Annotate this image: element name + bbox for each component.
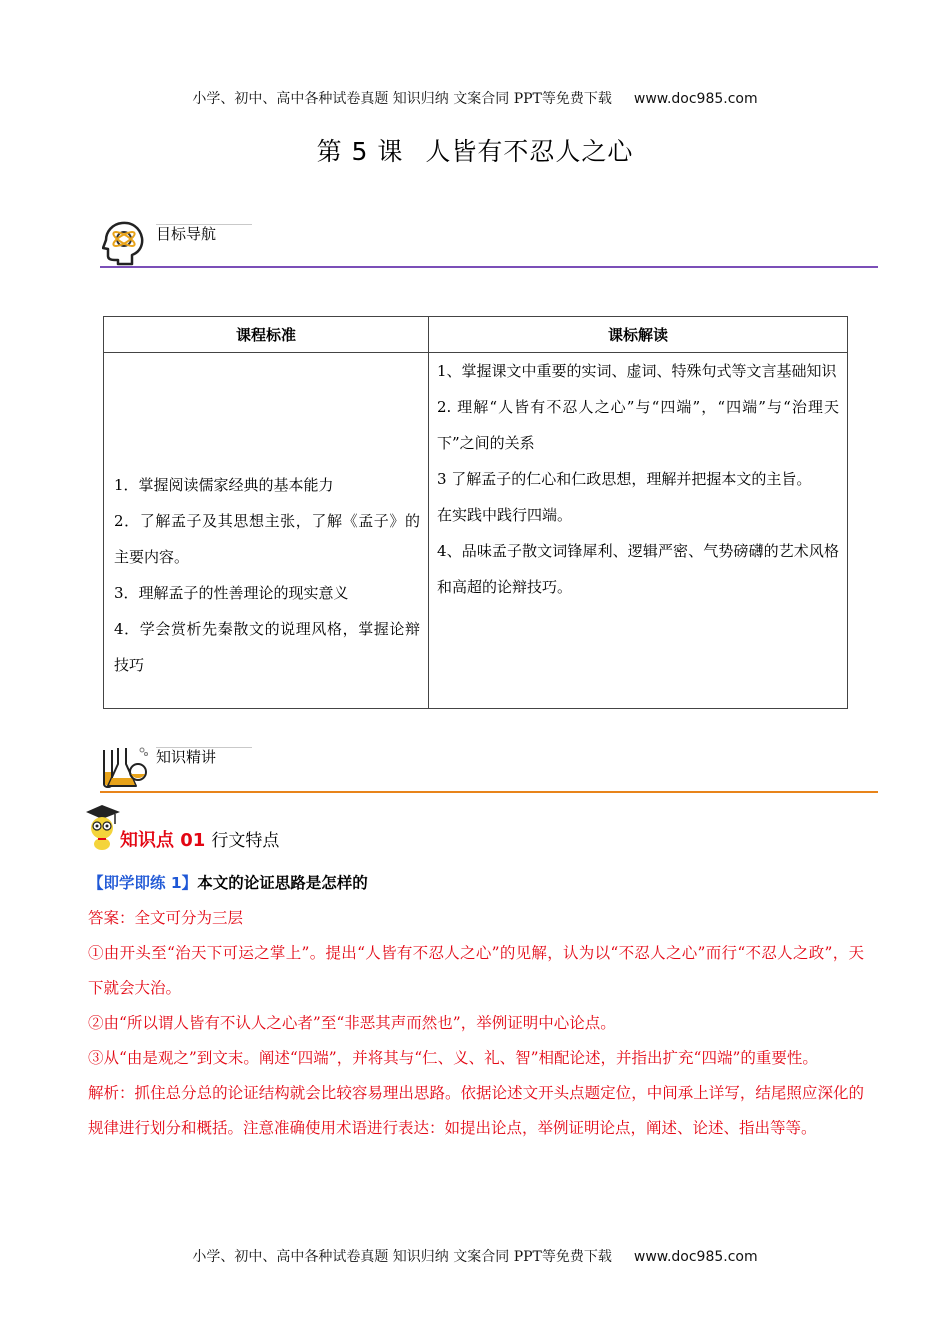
knowledge-point-number: 知识点 01 xyxy=(120,830,206,851)
standard-item: 1．掌握阅读儒家经典的基本能力 xyxy=(114,476,334,494)
answer-line: ②由“所以谓人皆有不认人之心者”至“非恶其声而然也”，举例证明中心论点。 xyxy=(88,1014,616,1032)
footer-url[interactable]: www.doc985.com xyxy=(633,1249,758,1265)
section-goals-header xyxy=(100,218,878,270)
section-knowledge-rule xyxy=(100,791,878,793)
section-goals-rule xyxy=(100,266,878,268)
section-knowledge-thin-rule xyxy=(156,747,252,748)
table-header-standard: 课程标准 xyxy=(104,317,429,353)
page-footer xyxy=(0,1246,950,1266)
interpretation-item: 1、掌握课文中重要的实词、虚词、特殊句式等文言基础知识 xyxy=(437,362,837,380)
interpretation-item: 在实践中践行四端。 xyxy=(437,506,573,524)
header-text: 小学、初中、高中各种试卷真题 知识归纳 文案合同 PPT等免费下载 xyxy=(192,91,612,107)
table-row xyxy=(104,353,848,709)
knowledge-point-title xyxy=(120,826,279,852)
exercise-block xyxy=(88,866,864,1146)
exercise-question-line xyxy=(88,866,864,901)
curriculum-table xyxy=(103,316,848,709)
section-goals-label: 目标导航 xyxy=(156,225,217,243)
interpretation-item: 2. 理解“人皆有不忍人之心”与“四端”，“四端”与“治理天下”之间的关系 xyxy=(437,398,839,452)
interpretation-cell xyxy=(429,353,848,709)
table-header-row xyxy=(104,317,848,353)
lesson-name: 人皆有不忍人之心 xyxy=(425,137,634,166)
flask-icon xyxy=(100,742,148,792)
section-knowledge-header xyxy=(100,742,878,794)
standard-item: 4．学会赏析先秦散文的说理风格，掌握论辩技巧 xyxy=(114,620,420,674)
interpretation-item: 4、品味孟子散文词锋犀利、逻辑严密、气势磅礴的艺术风格和高超的论辩技巧。 xyxy=(437,542,839,596)
section-goals-thin-rule xyxy=(156,224,252,225)
brain-head-icon xyxy=(102,220,146,268)
interpretation-item: 3 了解孟子的仁心和仁政思想，理解并把握本文的主旨。 xyxy=(437,470,812,488)
lesson-number: 第 5 课 xyxy=(316,137,404,166)
exercise-label: 【即学即练 1】 xyxy=(88,874,198,892)
exercise-question: 本文的论证思路是怎样的 xyxy=(197,874,368,892)
footer-text: 小学、初中、高中各种试卷真题 知识归纳 文案合同 PPT等免费下载 xyxy=(192,1249,612,1265)
graduate-mascot-icon xyxy=(82,804,124,852)
section-knowledge-label: 知识精讲 xyxy=(156,748,217,766)
answer-line: ①由开头至“治天下可运之掌上”。提出“人皆有不忍人之心”的见解，认为以“不忍人之心”而行“不忍人之政”，天下就会大治。 xyxy=(88,944,864,997)
standard-item: 3．理解孟子的性善理论的现实意义 xyxy=(114,584,349,602)
table-header-interpretation: 课标解读 xyxy=(429,317,848,353)
standard-cell xyxy=(104,353,429,709)
knowledge-point-subtitle: 行文特点 xyxy=(211,831,280,851)
page-title xyxy=(0,132,950,168)
page-header xyxy=(0,88,950,108)
standard-item: 2．了解孟子及其思想主张，了解《孟子》的主要内容。 xyxy=(114,512,420,566)
answer-line: 答案：全文可分为三层 xyxy=(88,909,244,927)
analysis-text: 解析：抓住总分总的论证结构就会比较容易理出思路。依据论述文开头点题定位，中间承上详写，结尾照应深化的规律进行划分和概括。注意准确使用术语进行表达：如提出论点，举例证明论点，阐述、论述、指出等等。 xyxy=(88,1084,864,1137)
answer-line: ③从“由是观之”到文末。阐述“四端”，并将其与“仁、义、礼、智”相配论述，并指出扩充“四端”的重要性。 xyxy=(88,1049,818,1067)
header-url[interactable]: www.doc985.com xyxy=(633,91,758,107)
